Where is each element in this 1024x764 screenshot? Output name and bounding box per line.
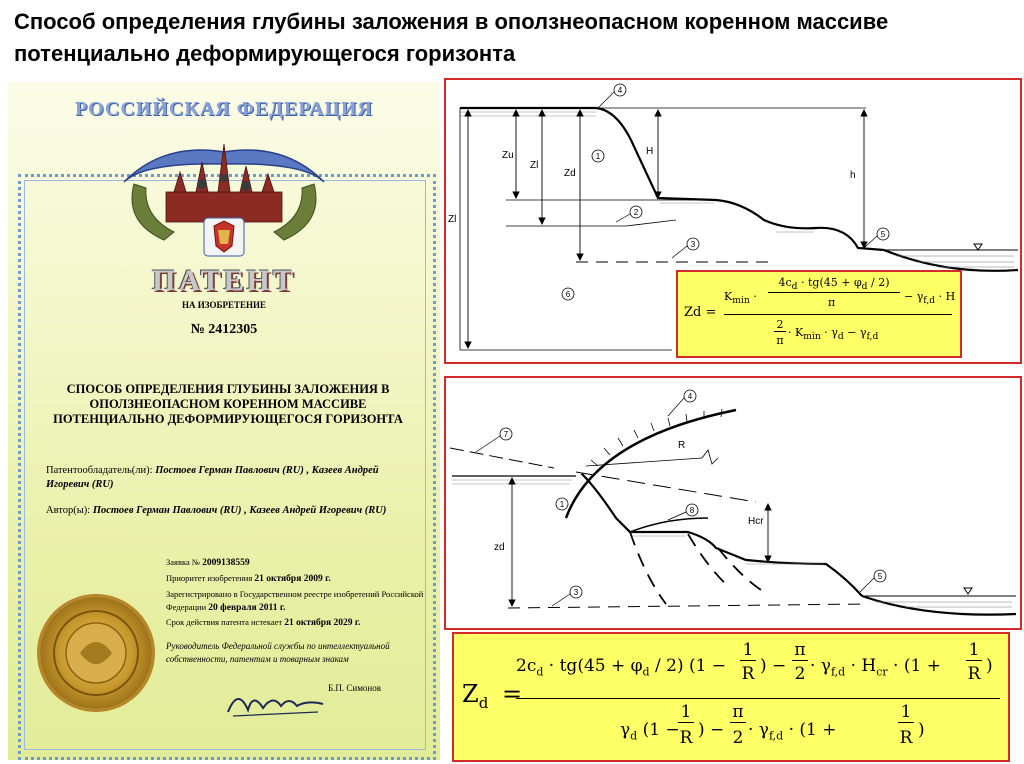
num-frac-top-sub: d <box>791 281 798 293</box>
bn-7: · (1 + <box>887 656 941 676</box>
num-frac-top-rest: · tg(45 + φ <box>797 276 862 289</box>
bd-2: (1 − <box>637 720 680 740</box>
label-zl-short: Zl <box>530 160 539 171</box>
bd-5: · (1 + <box>783 720 837 740</box>
bn-1: 2c <box>516 656 537 676</box>
priority-row <box>166 572 426 586</box>
top-formula-fraction-line <box>724 314 952 315</box>
gold-seal-icon <box>40 597 152 709</box>
application-number: 2009138559 <box>202 558 250 568</box>
bottom-slope-diagram <box>446 378 1020 628</box>
bn-6-sub: cr <box>876 665 888 679</box>
bd-fpi-top: π <box>730 702 746 723</box>
num-kmin-sub: min <box>732 295 750 307</box>
bn-2: · tg(45 + φ <box>543 656 643 676</box>
label-H: H <box>646 146 654 157</box>
certificate-country: РОССИЙСКАЯ ФЕДЕРАЦИЯ <box>74 98 373 120</box>
den-a: · K <box>788 326 804 339</box>
label-zu: Zu <box>502 150 514 161</box>
bn-1-sub: d <box>536 665 544 679</box>
bd-f2-bottom: R <box>899 728 913 748</box>
bn-5-sub: f,d <box>830 665 846 679</box>
expiry-row <box>166 616 426 630</box>
patent-certificate <box>8 82 440 760</box>
callout-3: 3 <box>690 240 696 249</box>
den-a-sub: min <box>803 331 821 343</box>
bd-1: γ <box>620 720 631 740</box>
num-frac-bottom: π <box>828 296 836 309</box>
b-callout-7: 7 <box>503 430 509 439</box>
registered-date: 20 февраля 2011 г. <box>208 603 286 613</box>
bn-f2-top: 1 <box>966 640 982 661</box>
bottom-formula-box <box>452 632 1010 762</box>
bn-f1-bottom: R <box>741 664 755 684</box>
callout-4: 4 <box>617 86 623 95</box>
callout-1: 1 <box>595 152 601 161</box>
callout-6: 6 <box>565 290 571 299</box>
priority-label: Приоритет изобретения <box>166 573 253 583</box>
label-R: R <box>678 440 686 451</box>
bn-f2-bottom: R <box>967 664 981 684</box>
holder-label: Патентообладатель(ли): <box>46 465 153 476</box>
b-callout-8: 8 <box>689 506 695 515</box>
bottom-formula-numerator <box>516 638 1004 696</box>
patent-holder <box>46 464 406 492</box>
signature-icon <box>223 682 333 722</box>
num-tail-sub: f,d <box>923 295 936 307</box>
num-frac-top-sub2: d <box>861 281 868 293</box>
bottom-formula-lhs <box>462 680 522 712</box>
top-formula-box: Zd = $K_{min}$ · $4c_d \cdot tg(45 + \varphi_d / 2)$ π − $\gamma_{f,d} \cdot H$ 2 π · $K_{min} \cdot \gamma_d - \gamma_{f,d}$ <box>676 270 962 358</box>
lhs-z: Z <box>462 680 479 708</box>
certificate-number: № 2412305 <box>190 322 258 337</box>
bd-4: · γ <box>748 720 769 740</box>
signatory-name: Б.П. Симонов <box>328 683 381 693</box>
holder-value: Постоев Герман Павлович (RU) , Казеев Андрей Игоревич (RU) <box>46 465 379 490</box>
num-frac-top: 4c <box>778 276 792 289</box>
bn-3: / 2) (1 − <box>649 656 727 676</box>
bd-f1-top: 1 <box>678 702 694 723</box>
registered-row <box>166 588 426 615</box>
bn-2-sub: d <box>642 665 650 679</box>
bn-f1-top: 1 <box>740 640 756 661</box>
bottom-formula-denominator <box>620 700 960 758</box>
label-h: h <box>850 170 856 181</box>
b-callout-4: 4 <box>687 392 693 401</box>
bn-4: ) − <box>760 656 787 676</box>
application-label: Заявка № <box>166 557 200 567</box>
expiry-label: Срок действия патента истекает <box>166 617 283 627</box>
bd-f2-top: 1 <box>898 702 914 723</box>
den-frac-bottom: π <box>776 334 784 347</box>
bn-6: · H <box>845 656 877 676</box>
num-tail: − γ <box>904 290 924 303</box>
bn-fpi-top: π <box>792 640 808 661</box>
callout-2: 2 <box>633 208 639 217</box>
bd-fpi-bottom: 2 <box>732 728 744 748</box>
certificate-subtitle: НА ИЗОБРЕТЕНИЕ <box>182 300 266 310</box>
label-zl-long: Zl <box>448 214 457 225</box>
application-row <box>166 556 426 570</box>
callout-5: 5 <box>880 230 886 239</box>
label-zd: Zd <box>564 168 576 179</box>
bn-fpi-bottom: 2 <box>794 664 806 684</box>
b-callout-5: 5 <box>877 572 883 581</box>
den-c-sub: f,d <box>866 331 879 343</box>
num-tail-end: · H <box>935 290 956 303</box>
bd-4-sub: f,d <box>768 729 784 743</box>
den-b: · γ <box>820 326 838 339</box>
patent-author <box>46 504 406 518</box>
den-frac-top: 2 <box>774 318 786 332</box>
bottom-formula-fraction-line <box>516 698 1000 699</box>
registered-label: Зарегистрировано в Государственном реестре изобретений Российской Федерации <box>166 589 424 612</box>
page-title: Способ определения глубины заложения в оползнеопасном коренном массиве потенциально деформирующегося горизонта <box>14 9 889 66</box>
b-callout-1: 1 <box>559 500 565 509</box>
label-Hcr: Hcr <box>748 516 764 527</box>
bd-6: ) <box>918 720 925 740</box>
certificate-invention-title: СПОСОБ ОПРЕДЕЛЕНИЯ ГЛУБИНЫ ЗАЛОЖЕНИЯ В ОПОЛЗНЕОПАСНОМ КОРЕННОМ МАССИВЕ ПОТЕНЦИАЛЬНО ДЕФОРМИРУЮЩЕГОСЯ ГОРИЗОНТА <box>53 382 403 426</box>
priority-date: 21 октября 2009 г. <box>254 574 331 584</box>
den-c: − γ <box>843 326 867 339</box>
b-callout-3: 3 <box>573 588 579 597</box>
certificate-doc-type: ПАТЕНТ <box>152 264 296 297</box>
bd-3: ) − <box>698 720 725 740</box>
head-label: Руководитель Федеральной службы по интеллектуальной собственности, патентам и товарным знакам <box>166 641 390 664</box>
bn-5: · γ <box>810 656 831 676</box>
num-kmin: K <box>724 290 733 303</box>
label-zd: zd <box>494 542 505 553</box>
bn-8: ) <box>986 656 993 676</box>
emblem-icon <box>104 122 344 262</box>
author-label: Автор(ы): <box>46 505 91 516</box>
lhs-sub: d <box>478 693 489 712</box>
den-b-sub: d <box>837 331 844 343</box>
expiry-date: 21 октября 2029 г. <box>284 618 361 628</box>
author-value: Постоев Герман Павлович (RU) , Казеев Андрей Игоревич (RU) <box>92 505 387 516</box>
bd-f1-bottom: R <box>679 728 693 748</box>
top-formula-lhs: Zd = <box>684 305 717 320</box>
num-frac-top-end: / 2) <box>867 276 890 289</box>
lhs-eq: = <box>501 680 523 708</box>
bottom-diagram-panel <box>444 376 1022 630</box>
bd-1-sub: d <box>630 729 638 743</box>
